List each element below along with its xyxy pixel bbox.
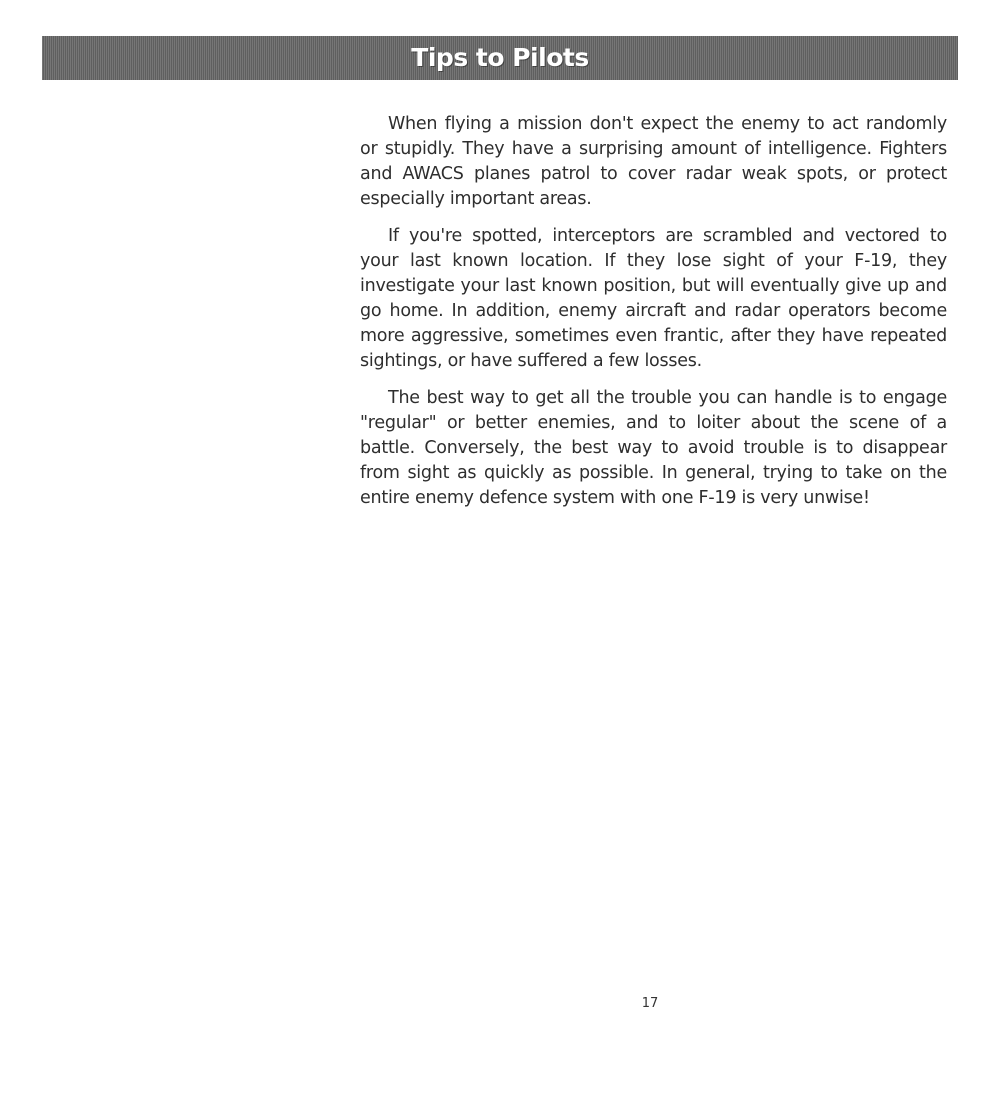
page-number: 17 — [641, 996, 659, 1011]
section-title: Tips to Pilots — [411, 43, 589, 72]
section-title-bar — [42, 36, 958, 80]
paragraph-2: If you're spotted, interceptors are scrambled and vectored to your last known location. If they lose sight of your F-19, they investigate your last known position, but will eventually give up and go home. In addition, enemy aircraft and radar operators become more aggressive, sometimes even frantic, after they have repeated sightings, or have suffered a few losses. — [360, 226, 947, 371]
paragraph-1: When flying a mission don't expect the enemy to act randomly or stupidly. They have a surprising amount of intelligence. Fighters and AWACS planes patrol to cover radar weak spots, or protect especially important areas. — [360, 114, 947, 209]
paragraph-3: The best way to get all the trouble you can handle is to engage "regular" or better enemies, and to loiter about the scene of a battle. Conversely, the best way to avoid trouble is to disappear from sight as quickly as possible. In general, trying to take on the entire enemy defence system with one F-19 is very unwise! — [360, 388, 947, 508]
body-text — [360, 112, 947, 523]
